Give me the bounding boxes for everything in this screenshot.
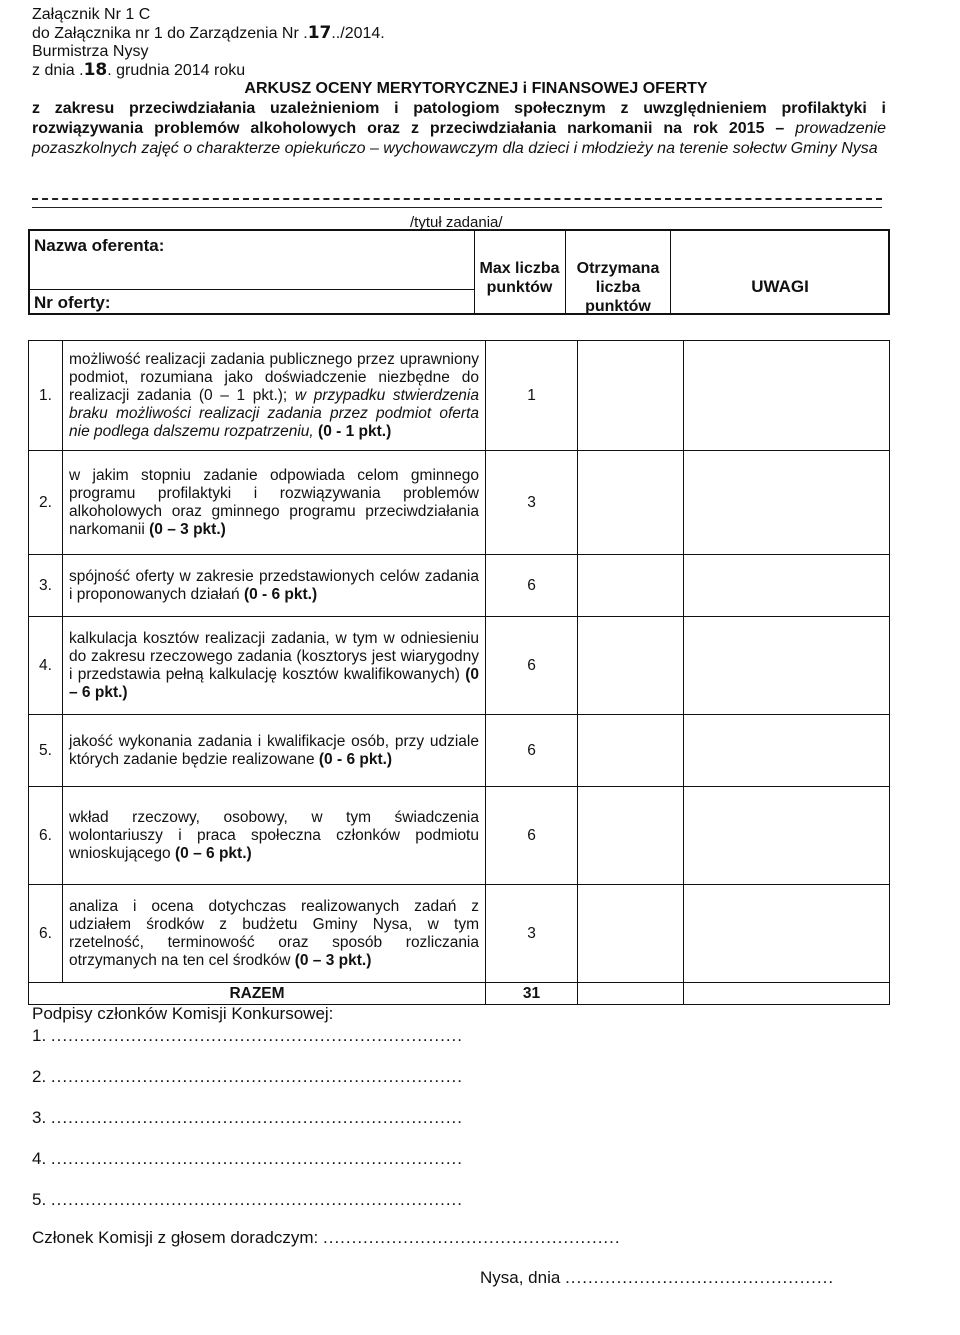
criteria-row (29, 555, 890, 617)
attachment-line: Załącznik Nr 1 C (32, 6, 151, 23)
document-subject (32, 99, 886, 159)
received-points-cell[interactable] (578, 341, 684, 451)
criterion-description: w jakim stopniu zadanie odpowiada celom gminnego programu profilaktyki i rozwiązywania problemów alkoholowych oraz gminnego programu przeciwdziałania narkomanii (0 – 3 pkt.) (63, 451, 486, 555)
handwritten-number: 17 (307, 23, 332, 43)
remarks-cell[interactable] (684, 617, 890, 715)
date-line: z dnia .18. grudnia 2014 roku (32, 60, 246, 80)
document-title: ARKUSZ OCENY MERYTORYCZNEJ i FINANSOWEJ OFERTY (244, 80, 708, 97)
received-points-cell[interactable] (578, 451, 684, 555)
criteria-table (28, 340, 890, 1005)
total-remarks[interactable] (684, 983, 890, 1005)
row-number: 6. (29, 787, 63, 885)
criterion-description: spójność oferty w zakresie przedstawionych celów zadania i proponowanych działań (0 - 6 pkt.) (63, 555, 486, 617)
offer-number-label: Nr oferty: (34, 293, 111, 312)
criteria-row (29, 451, 890, 555)
received-points-cell[interactable] (578, 617, 684, 715)
max-points: 6 (486, 555, 578, 617)
max-points: 6 (486, 787, 578, 885)
row-number: 3. (29, 555, 63, 617)
offeror-label: Nazwa oferenta: (34, 236, 165, 255)
remarks-cell[interactable] (684, 715, 890, 787)
received-points-cell[interactable] (578, 885, 684, 983)
max-points-header: Max liczba punktów (479, 260, 560, 296)
max-points: 1 (486, 341, 578, 451)
criteria-row (29, 617, 890, 715)
row-number: 2. (29, 451, 63, 555)
ordinance-line: do Załącznika nr 1 do Zarządzenia Nr .17../2014. (32, 23, 385, 43)
advisor-signature: Członek Komisji z głosem doradczym: .................................................... (32, 1228, 621, 1247)
signature-line[interactable]: 2. ........................................................................ (32, 1067, 463, 1086)
row-number: 6. (29, 885, 63, 983)
row-number: 4. (29, 617, 63, 715)
max-points: 3 (486, 451, 578, 555)
remarks-header: UWAGI (751, 277, 809, 296)
max-points: 6 (486, 715, 578, 787)
header-separator (30, 289, 474, 290)
received-points-cell[interactable] (578, 715, 684, 787)
remarks-cell[interactable] (684, 555, 890, 617)
signatures-heading: Podpisy członków Komisji Konkursowej: (32, 1004, 334, 1023)
criterion-description: kalkulacja kosztów realizacji zadania, w tym w odniesieniu do zakresu rzeczowego zadania (kosztorys jest wiarygodny i przedstawia pełną kalkulację kosztów kwalifikowanych) (0 – 6 pkt.) (63, 617, 486, 715)
criterion-description: jakość wykonania zadania i kwalifikacje osób, przy udziale których zadanie będzie realizowane (0 - 6 pkt.) (63, 715, 486, 787)
place-date: Nysa, dnia ............................................... (480, 1268, 835, 1287)
criterion-description: możliwość realizacji zadania publicznego przez uprawniony podmiot, rozumiana jako doświadczenie niezbędne do realizacji zadania (0 – 1 pkt.); w przypadku stwierdzenia braku możliwości realizacji zadania przez podmiot oferta nie podlega dalszemu rozpatrzeniu, (0 - 1 pkt.) (63, 341, 486, 451)
max-points: 6 (486, 617, 578, 715)
criteria-row (29, 787, 890, 885)
remarks-cell[interactable] (684, 341, 890, 451)
criterion-description: wkład rzeczowy, osobowy, w tym świadczenia wolontariuszy i praca społeczna członków podmiotu wnioskującego (0 – 6 pkt.) (63, 787, 486, 885)
task-title-line (32, 198, 882, 200)
handwritten-day: 18 (83, 60, 108, 80)
remarks-cell[interactable] (684, 787, 890, 885)
subject-italic: prowadzenie pozaszkolnych zajęć o charakterze opiekuńczo – wychowawczym dla dzieci i młodzieży na terenie sołectw Gminy Nysa (32, 120, 886, 157)
subject-bold: z zakresu przeciwdziałania uzależnieniom i patologiom społecznym z uwzględnieniem profilaktyki i rozwiązywania problemów alkoholowych oraz z przeciwdziałania narkomanii na rok 2015 – (32, 100, 886, 137)
total-row (29, 983, 890, 1005)
criteria-row (29, 341, 890, 451)
remarks-cell[interactable] (684, 451, 890, 555)
signature-line[interactable]: 1. ........................................................................ (32, 1026, 463, 1045)
remarks-cell[interactable] (684, 885, 890, 983)
total-label: RAZEM (29, 983, 486, 1005)
signature-line[interactable]: 5. ........................................................................ (32, 1190, 463, 1209)
row-number: 1. (29, 341, 63, 451)
criteria-row (29, 715, 890, 787)
row-number: 5. (29, 715, 63, 787)
received-points-header: Otrzymana liczba punktów (576, 260, 660, 315)
mayor-line: Burmistrza Nysy (32, 43, 149, 60)
total-received[interactable] (578, 983, 684, 1005)
task-title-underline (32, 207, 882, 208)
max-points: 3 (486, 885, 578, 983)
criteria-row (29, 885, 890, 983)
total-value: 31 (486, 983, 578, 1005)
criterion-description: analiza i ocena dotychczas realizowanych zadań z udziałem środków z budżetu Gminy Nysa, w tym rzetelność, terminowość oraz sposób rozliczania otrzymanych na ten cel środków (0 – 3 pkt.) (63, 885, 486, 983)
form-header-box (28, 229, 890, 315)
signature-line[interactable]: 3. ........................................................................ (32, 1108, 463, 1127)
received-points-cell[interactable] (578, 555, 684, 617)
task-title-caption: /tytuł zadania/ (410, 214, 503, 231)
document-header (32, 6, 385, 80)
received-points-cell[interactable] (578, 787, 684, 885)
signature-line[interactable]: 4. ........................................................................ (32, 1149, 463, 1168)
